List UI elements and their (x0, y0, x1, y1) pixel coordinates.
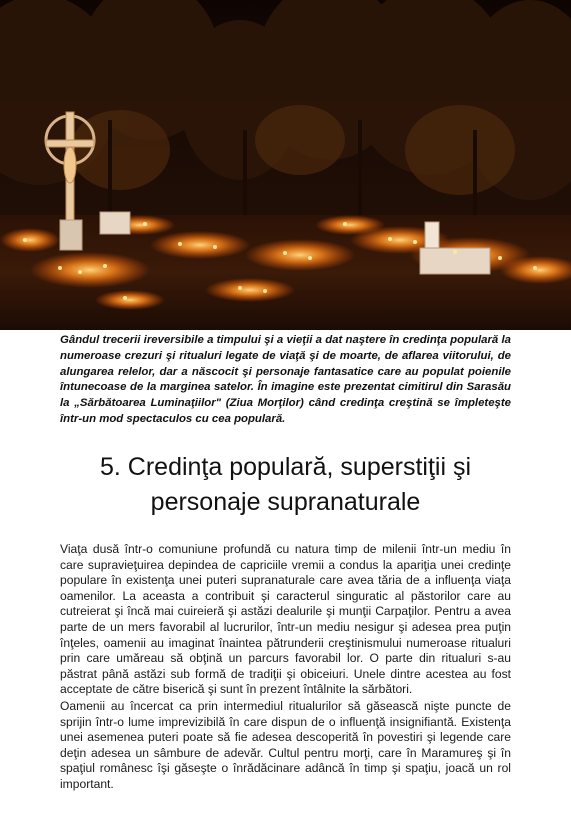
section-title-line2: personaje supranaturale (150, 488, 421, 516)
body-paragraph-2: Oamenii au încercat ca prin intermediul ritualurilor să găsească nişte puncte de sprijin într-o lume imprevizibilă în care dispun de o influenţă insignifiantă. Existenţa unei asemenea puteri poate să fie adesea descoperită în povestiri şi legende care deţin adesea un sâmbure de adevăr. Cultul pentru morţi, care în Maramureş şi în spaţiul românesc îşi găseşte o înrădăcinare adâncă în timp şi spaţiu, joacă un rol important. (60, 699, 511, 791)
cemetery-night-candles-photo-icon (0, 0, 571, 330)
section-title (60, 450, 511, 520)
body-paragraph-1: Viaţa dusă într-o comuniune profundă cu natura timp de milenii într-un mediu în care supravieţuirea depindea de capriciile vremii a condus la apariţia unei credinţe populare în existenţa unei puteri supranaturale care avea tăria de a influenţa viaţa oamenilor. La aceasta a contribuit şi caracterul singuratic al păstorilor care au cutreierat şi încă mai cuireieră şi astăzi dealurile şi munţii Carpaţilor. Pentru a avea parte de un mers favorabil al lucrurilor, într-un mediu nesigur şi adesea prea puţin înţeles, oamenii au imaginat înaintea pătrunderii creştinismului numeroase ritualuri prin care umăreau să obţină un parcurs favorabil lor. O parte din ritualuri s-au păstrat până astăzi sub formă de tradiţii şi obiceiuri. Unele dintre acestea au fost acceptate de către biserică şi sunt în prezent întâlnite la sărbători. (60, 542, 511, 697)
cemetery-photo (0, 0, 571, 330)
section-title-line1: 5. Credinţa populară, superstiţii şi (99, 453, 472, 481)
photo-caption: Gândul trecerii ireversibile a timpului şi a vieţii a dat naştere în credinţa populară la numeroase crezuri şi ritualuri legate de viaţă şi de moarte, de aflarea viitorului, de alungarea relelor, dar a născocit şi personaje fantasatice care au populat poienile întunecoase de la marginea satelor. În imagine este prezentat cimitirul din Sarasău la „Sărbătoarea Luminaţiilor" (Ziua Morţilor) când credinţa creştină se împleteşte într-un mod spectaculos cu cea populară. (60, 334, 511, 425)
